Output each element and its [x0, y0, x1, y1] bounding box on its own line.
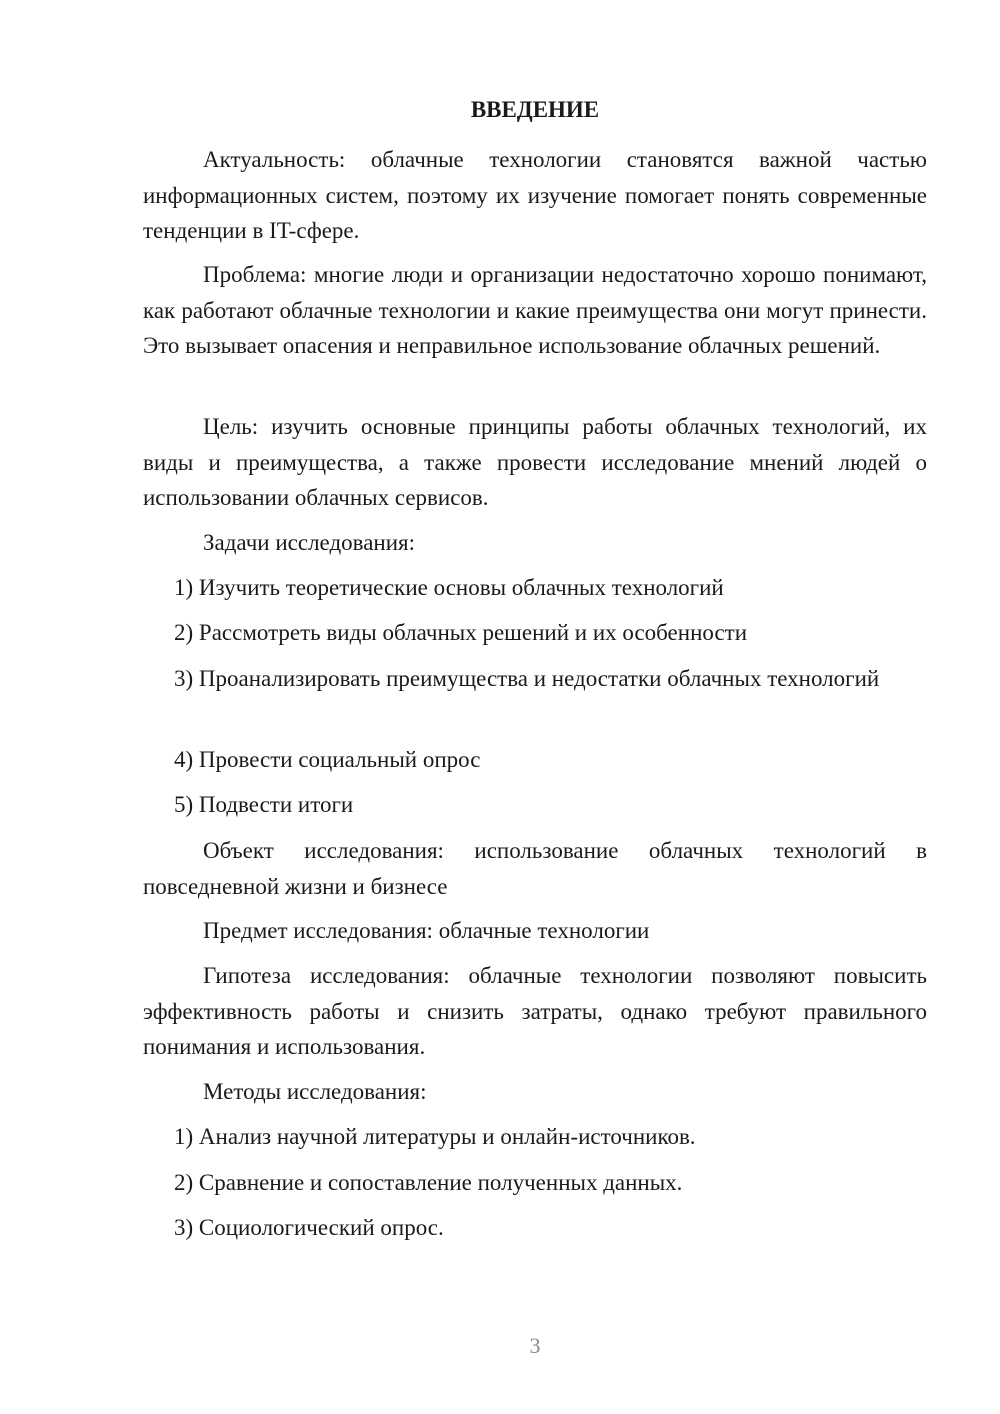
page-number: 3 — [529, 1333, 541, 1358]
method-item-2: 2) Сравнение и сопоставление полученных данных. — [174, 1170, 683, 1195]
problem-paragraph: Проблема: многие люди и организации недостаточно хорошо понимают, как работают облачные технологии и какие преимущества они могут принести. Это вызывает опасения и неправильное использование облачных решений. — [143, 262, 927, 358]
task-item-3: 3) Проанализировать преимущества и недостатки облачных технологий — [174, 666, 880, 691]
task-item-2: 2) Рассмотреть виды облачных решений и их особенности — [174, 620, 748, 645]
method-item-3: 3) Социологический опрос. — [174, 1215, 444, 1240]
relevance-paragraph: Актуальность: облачные технологии становятся важной частью информационных систем, поэтому их изучение помогает понять современные тенденции в IT-сфере. — [143, 147, 927, 243]
methods-heading: Методы исследования: — [203, 1079, 427, 1104]
tasks-heading: Задачи исследования: — [203, 530, 416, 555]
task-item-5: 5) Подвести итоги — [174, 792, 354, 817]
goal-paragraph: Цель: изучить основные принципы работы облачных технологий, их виды и преимущества, а также провести исследование мнений людей о использовании облачных сервисов. — [143, 414, 927, 510]
method-item-1: 1) Анализ научной литературы и онлайн-источников. — [174, 1124, 696, 1149]
hypothesis-paragraph: Гипотеза исследования: облачные технологии позволяют повысить эффективность работы и снизить затраты, однако требуют правильного понимания и использования. — [143, 963, 927, 1059]
task-item-1: 1) Изучить теоретические основы облачных технологий — [174, 575, 724, 600]
object-paragraph: Объект исследования: использование облачных технологий в повседневной жизни и бизнесе — [143, 838, 927, 899]
task-item-4: 4) Провести социальный опрос — [174, 747, 481, 772]
subject-paragraph: Предмет исследования: облачные технологии — [203, 918, 650, 943]
section-title: ВВЕДЕНИЕ — [470, 97, 600, 122]
